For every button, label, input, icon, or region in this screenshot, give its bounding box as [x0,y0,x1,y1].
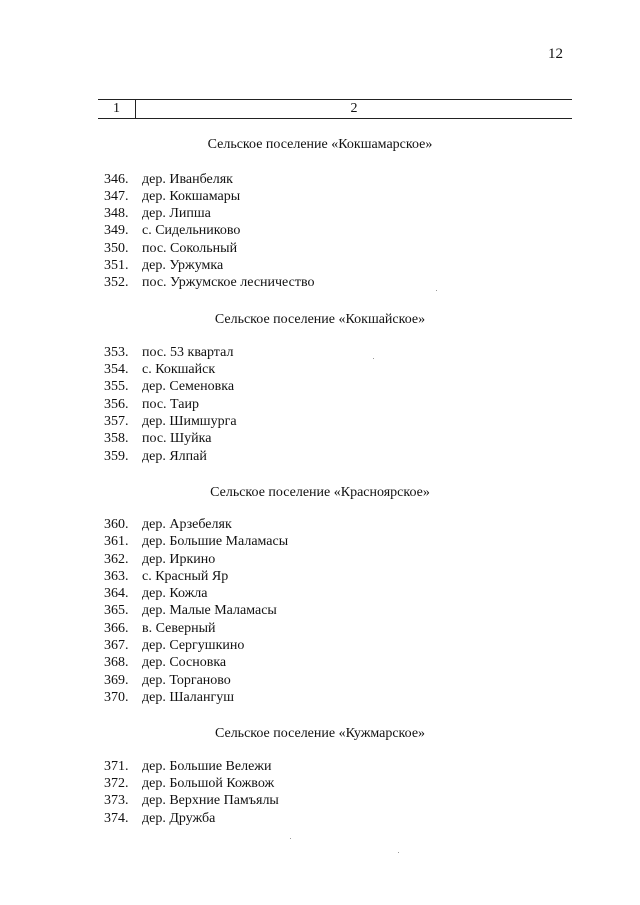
item-name: дер. Семеновка [142,379,235,394]
item-number: 371. [104,759,129,774]
item-number: 357. [104,414,129,429]
column-header-1: 1 [113,101,120,116]
item-number: 354. [104,362,129,377]
item-name: дер. Большой Кожвож [142,776,275,791]
item-name: дер. Торганово [142,673,231,688]
scan-speck [373,358,374,359]
item-name: дер. Ялпай [142,449,207,464]
item-number: 347. [104,189,129,204]
item-name: пос. Таир [142,397,199,412]
item-number: 352. [104,275,129,290]
item-name: дер. Большие Вележи [142,759,272,774]
item-number: 374. [104,811,129,826]
item-number: 365. [104,603,129,618]
section-heading: Сельское поселение «Кужмарское» [214,726,426,741]
item-number: 366. [104,621,129,636]
item-name: с. Красный Яр [142,569,229,584]
section-heading: Сельское поселение «Кокшайское» [214,312,426,327]
item-number: 363. [104,569,129,584]
item-number: 369. [104,673,129,688]
item-number: 364. [104,586,129,601]
item-number: 358. [104,431,129,446]
item-number: 368. [104,655,129,670]
item-number: 361. [104,534,129,549]
item-name: дер. Верхние Памъялы [142,793,279,808]
item-number: 356. [104,397,129,412]
section-heading: Сельское поселение «Кокшамарское» [207,137,433,152]
column-header-2: 2 [350,101,358,116]
item-name: дер. Кокшамары [142,189,241,204]
item-number: 349. [104,223,129,238]
item-number: 360. [104,517,129,532]
page-number: 12 [548,46,563,62]
item-name: дер. Арзебеляк [142,517,232,532]
item-number: 346. [104,172,129,187]
item-name: в. Северный [142,621,216,636]
item-name: дер. Сергушкино [142,638,245,653]
item-name: пос. 53 квартал [142,345,234,360]
item-name: дер. Кожла [142,586,208,601]
item-number: 372. [104,776,129,791]
item-name: пос. Уржумское лесничество [142,275,315,290]
section-heading: Сельское поселение «Красноярское» [210,485,430,500]
item-number: 350. [104,241,129,256]
item-number: 362. [104,552,129,567]
item-name: дер. Иркино [142,552,216,567]
item-number: 348. [104,206,129,221]
item-name: дер. Липша [142,206,211,221]
item-number: 370. [104,690,129,705]
item-name: дер. Малые Маламасы [142,603,277,618]
item-number: 353. [104,345,129,360]
item-number: 373. [104,793,129,808]
scan-speck [290,838,291,839]
item-name: с. Сидельниково [142,223,241,238]
item-name: дер. Уржумка [142,258,224,273]
item-number: 355. [104,379,129,394]
item-name: дер. Дружба [142,811,216,826]
item-number: 359. [104,449,129,464]
table-column-header [98,99,572,119]
item-number: 351. [104,258,129,273]
item-name: дер. Шимшурга [142,414,237,429]
item-name: с. Кокшайск [142,362,216,377]
item-name: дер. Иванбеляк [142,172,233,187]
item-number: 367. [104,638,129,653]
item-name: дер. Большие Маламасы [142,534,289,549]
scan-speck [436,290,437,291]
scan-speck [398,852,399,853]
item-name: дер. Сосновка [142,655,227,670]
item-name: пос. Шуйка [142,431,212,446]
item-name: пос. Сокольный [142,241,238,256]
item-name: дер. Шалангуш [142,690,235,705]
